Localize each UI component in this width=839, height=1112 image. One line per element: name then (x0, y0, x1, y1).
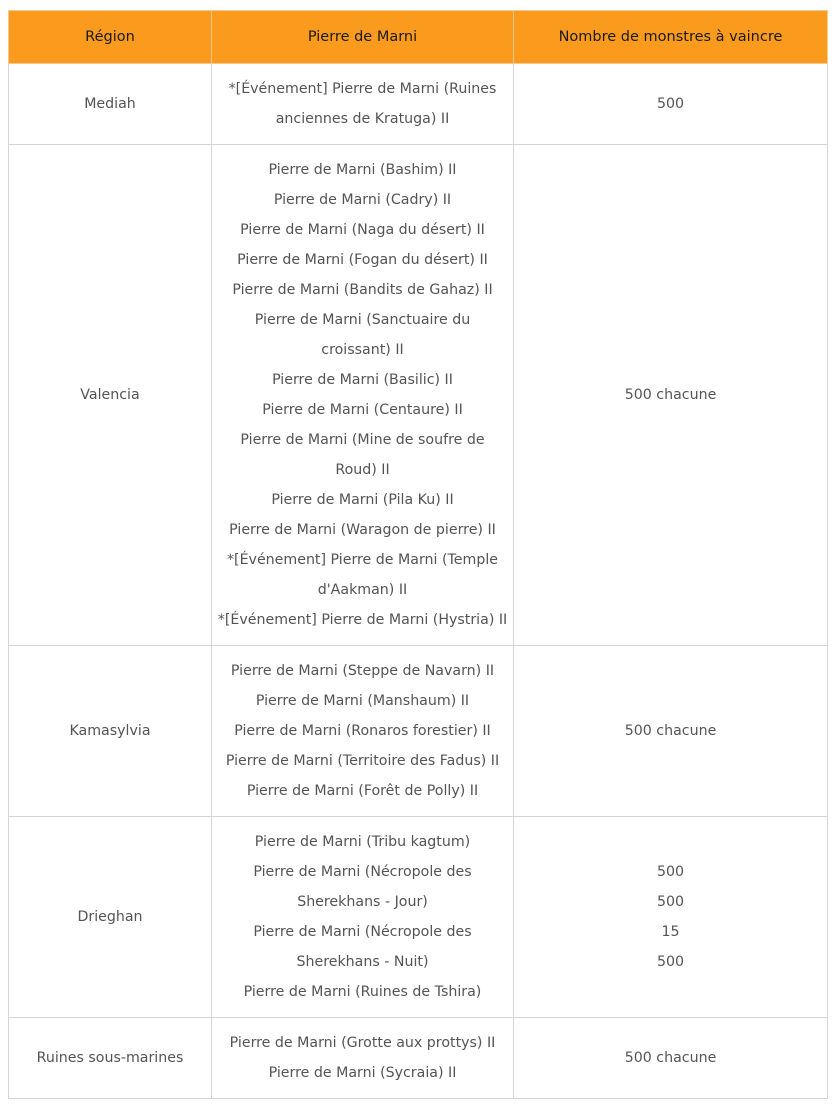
monster-count-value: 500 (656, 954, 685, 970)
monster-count-cell (514, 646, 828, 817)
stone-line: Pierre de Marni (Territoire des Fadus) II (225, 753, 500, 769)
marni-stone-table (8, 10, 828, 1099)
monster-count-value: 500 (656, 894, 685, 910)
stone-line: Pierre de Marni (Nécropole des (253, 924, 472, 940)
stone-line: *[Événement] Pierre de Marni (Temple (226, 552, 499, 568)
table-row (9, 817, 828, 1018)
stone-line: Pierre de Marni (Naga du désert) II (240, 222, 485, 238)
stone-line: *[Événement] Pierre de Marni (Ruines (228, 81, 497, 97)
stone-line: Pierre de Marni (Ruines de Tshira) (243, 984, 482, 1000)
stone-line: Pierre de Marni (Bandits de Gahaz) II (232, 282, 493, 298)
stone-line: Pierre de Marni (Waragon de pierre) II (229, 522, 496, 538)
monster-count-value: 500 chacune (624, 723, 717, 739)
region-cell: Kamasylvia (9, 646, 212, 817)
stone-line: croissant) II (321, 342, 404, 358)
stone-line: Sherekhans - Jour) (297, 894, 428, 910)
stone-list-cell (212, 64, 514, 145)
stone-line: Roud) II (335, 462, 390, 478)
monster-count-cell (514, 817, 828, 1018)
stone-line: Pierre de Marni (Grotte aux prottys) II (229, 1035, 496, 1051)
region-cell: Valencia (9, 145, 212, 646)
region-cell: Mediah (9, 64, 212, 145)
stone-list-cell (212, 646, 514, 817)
table-row (9, 64, 828, 145)
stone-line: Pierre de Marni (Pila Ku) II (271, 492, 454, 508)
table-row (9, 646, 828, 817)
stone-list-cell (212, 1018, 514, 1099)
stone-line: Pierre de Marni (Steppe de Navarn) II (230, 663, 495, 679)
stone-line: Pierre de Marni (Nécropole des (253, 864, 472, 880)
stone-line: Pierre de Marni (Basilic) II (272, 372, 453, 388)
stone-line: Pierre de Marni (Mine de soufre de (240, 432, 485, 448)
stone-line: Pierre de Marni (Cadry) II (273, 192, 452, 208)
stone-line: *[Événement] Pierre de Marni (Hystria) II (217, 612, 508, 628)
header-region: Région (9, 11, 212, 64)
stone-line: Pierre de Marni (Fogan du désert) II (237, 252, 488, 268)
table-row (9, 1018, 828, 1099)
stone-line: Pierre de Marni (Sanctuaire du (254, 312, 471, 328)
stone-list-cell (212, 817, 514, 1018)
stone-line: anciennes de Kratuga) II (275, 111, 450, 127)
region-cell: Ruines sous-marines (9, 1018, 212, 1099)
monster-count-value: 500 (656, 96, 685, 112)
stone-line: Pierre de Marni (Bashim) II (268, 162, 457, 178)
header-stone: Pierre de Marni (212, 11, 514, 64)
monster-count-cell (514, 64, 828, 145)
table-body (9, 64, 828, 1099)
stone-line: Pierre de Marni (Ronaros forestier) II (234, 723, 491, 739)
stone-line: Pierre de Marni (Manshaum) II (255, 693, 470, 709)
marni-stone-table-container (8, 10, 827, 1099)
monster-count-value: 500 (656, 864, 685, 880)
monster-count-cell (514, 1018, 828, 1099)
table-header (9, 11, 828, 64)
monster-count-value: 15 (661, 924, 680, 940)
stone-line: d'Aakman) II (317, 582, 408, 598)
table-row (9, 145, 828, 646)
stone-list-cell (212, 145, 514, 646)
stone-line: Pierre de Marni (Centaure) II (262, 402, 463, 418)
monster-count-value: 500 chacune (624, 387, 717, 403)
stone-line: Sherekhans - Nuit) (296, 954, 429, 970)
region-cell: Drieghan (9, 817, 212, 1018)
stone-line: Pierre de Marni (Forêt de Polly) II (246, 783, 479, 799)
stone-line: Pierre de Marni (Sycraia) II (268, 1065, 457, 1081)
monster-count-cell (514, 145, 828, 646)
monster-count-value: 500 chacune (624, 1050, 717, 1066)
header-monster-count: Nombre de monstres à vaincre (514, 11, 828, 64)
header-row (9, 11, 828, 64)
stone-line: Pierre de Marni (Tribu kagtum) (254, 834, 471, 850)
